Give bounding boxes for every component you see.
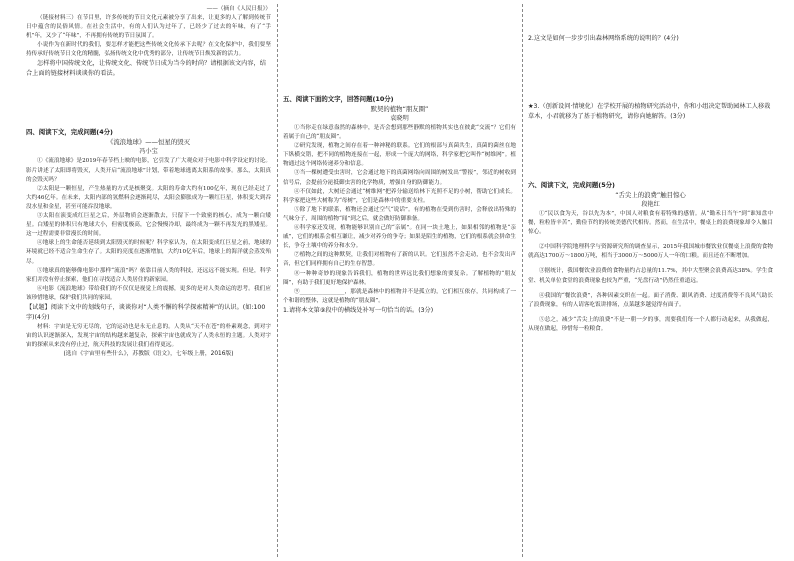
question-1: 1.请将本文第⑨段中的横线处补写一句恰当的话。(3分) [283, 306, 434, 314]
paragraph: ⑤总之，减少“舌尖上的浪费”不是一朝一夕的事，需要我们每一个人都行动起来，从我做起，从现在做起，珍惜每一粒粮食。 [528, 316, 773, 332]
section-heading: 六、阅读下文，完成问题(5分) [528, 181, 615, 189]
column-left [26, 4, 271, 557]
column-divider [522, 4, 523, 557]
essay-author: 冯小宝 [139, 148, 158, 156]
answer-space[interactable] [283, 4, 516, 94]
paragraph: ⑤除了地下的联系，植物还会通过空气“说话”。有的植物在受到伤害时，会释放出特殊的气味分子，周围的植物“闻”到之后，就会做好防御准备。 [283, 206, 516, 222]
paragraph: （链接材料三）在节目里，许多传统的节日文化元素被分享了出来，让更多的人了解到传统节日中蕴含的民俗风情。在社会生活中，有的人们认为过年了，已经少了过去的年味，有了“手机”年，又少了“年味”，不再拥有传统的节日氛围了。 [26, 15, 271, 40]
answer-space[interactable] [528, 122, 773, 180]
essay-author: 袁晓明 [390, 115, 409, 122]
essay-author: 段艳红 [641, 201, 660, 208]
paragraph: ④不仅如此，大树还会通过“树维网”把养分输送给林下光照不足的小树，帮助它们成长。科学家把这些大树称为“母树”，它们是森林中的重要支柱。 [283, 188, 516, 204]
question-prompt: 怎样将中国传统文化，让传统文化、传统节日成为当今的时尚？请根据该文内容，结合上面的链接材料谈谈你的看法。 [26, 60, 266, 78]
paragraph: 小说作为在新时代的我们，要怎样才能把这些传统文化传承下去呢？在文化保护中，我们要坚持传承好传统节日文化的精髓，弘扬传统文化中优秀的部分，让传统节日焕发新的活力。 [26, 42, 271, 58]
paragraph: ⑦植物之间的这种默契，让我们对植物有了新的认识。它们虽然不会走动，也不会发出声音，但它们同样拥有自己的生存智慧。 [283, 252, 516, 268]
paragraph: ⑥电影《流浪地球》带给我们的不仅仅是视觉上的震撼，更多的是对人类命运的思考。我们应该珍惜地球，保护我们共同的家园。 [26, 285, 271, 301]
question-1: 【试题】阅读下文中的划线句子，谈谈你对“人类不懈的科学探索精神”的认识。(如:100字)(4分) [26, 303, 266, 321]
paragraph: ②研究发现，植物之间存在着一种神秘的联系。它们的根部与真菌共生，真菌的菌丝在地下纵横交错，把不同的植物连接在一起，形成一个庞大的网络，科学家把它叫作“树维网”。植物通过这个网络传递养分和信息。 [283, 143, 516, 168]
question-3: ★3.（创新设问·情境化）在学校开展的植物研究活动中，你和小组决定帮助园林工人移栽草木，小君就移为了基于植物研究，请你向她解答。(3分) [528, 103, 771, 120]
column-middle [283, 4, 516, 557]
paragraph: ⑨________________，那就是森林中的植物并不是孤立的，它们相互依存，共同构成了一个和谐的整体，这就是植物的“朋友圈”。 [283, 288, 516, 304]
paragraph: ②中国科学院地理科学与资源研究所的调查显示，2015年我国城市餐饮业仅餐桌上浪费的食物就高达1700万～1800万吨，相当于3000万～5000万人一年的口粮。而且还在不断增加。 [528, 244, 773, 260]
quote-source: ——（摘自《人民日报》） [206, 6, 271, 12]
section-heading: 五、阅读下面的文字，回答问题(10分) [283, 95, 394, 103]
paragraph: ④地球上的生命能否延续到太阳毁灭的时候呢？科学家认为，在太阳变成红巨星之前，地球的环境就已经不适合生命生存了。太阳的亮度在逐渐增加，大约10亿年后，地球上的海洋就会蒸发殆尽。 [26, 240, 271, 265]
paragraph: ⑧一种种奇妙的现象告诉我们，植物的世界远比我们想象的要复杂。了解植物的“朋友圈”，有助于我们更好地保护森林。 [283, 270, 516, 286]
book-source: (选自《宇宙里有些什么》，苏教版《语文》，七年级上册，2016版) [63, 351, 234, 358]
column-divider [277, 4, 278, 557]
column-right [528, 4, 773, 557]
answer-space[interactable] [26, 79, 271, 127]
paragraph: ③据统计，我国餐饮业浪费的食物量约占总量的11.7%，其中大型聚会浪费高达38%。学生食堂、机关单位食堂的浪费现象也较为严重，“光盘行动”仍然任重道远。 [528, 268, 773, 284]
section-heading: 四、阅读下文，完成问题(4分) [26, 128, 113, 137]
paragraph: ⑤地球真的能够像电影中那样“流浪”吗？依靠目前人类的科技，还远远不能实现。但是，科学家们并没有停止探索，他们在寻找适合人类居住的新家园。 [26, 267, 271, 283]
paragraph: ②太阳是一颗恒星，产生热量的方式是核聚变。太阳的寿命大约有100亿年，现在已经走过了大约46亿年。在未来，太阳内部的氢燃料会逐渐耗尽，太阳会膨胀成为一颗红巨星，体积变大到吞没水星和金星，甚至可能吞没地球。 [26, 185, 271, 210]
paragraph: ①《流浪地球》是2019年春节档上映的电影，它引发了广大观众对于电影中科学设定的讨论。影片讲述了太阳即将毁灭，人类开启“流浪地球”计划，带着地球逃离太阳系的故事。那么，太阳真的会毁灭吗？ [26, 158, 271, 183]
paragraph: ③当一棵树遭受虫害时，它会通过地下的真菌网络向周围的树发出“警报”，邻近的树收到信号后，会提前分泌抵御虫害的化学物质，增强自身的防御能力。 [283, 170, 516, 186]
spacer [528, 4, 773, 34]
paragraph: ①当你走在绿意盎然的森林中，是否会想到那些静默的植物其实也在彼此“交流”？它们有着属于自己的“朋友圈”。 [283, 125, 516, 141]
paragraph: ①“民以食为天，谷以先为本”，中国人对粮食有着特殊的感情。从“锄禾日当午”到“谁知盘中餐，粒粒皆辛苦”，勤俭节约的传统美德代代相传。然而，在生活中，餐桌上的浪费现象却令人触目惊心。 [528, 211, 773, 236]
answer-space[interactable] [528, 44, 773, 102]
paragraph: ③太阳在演变成红巨星之后，外层物质会逐渐散去，只留下一个致密的核心，成为一颗白矮星。白矮星的体积只有地球大小，但密度极高，它会慢慢冷却，最终成为一颗不再发光的黑矮星。这一过程需要非常漫长的时间。 [26, 213, 271, 238]
paragraph: ⑥科学家还发现，植物能够识别自己的“亲属”。在同一块土地上，如果相邻的植物是“亲戚”，它们的根系会相互谦让，减少对养分的争夺；如果是陌生的植物，它们的根系就会拼命生长，争夺土壤中的养分和水分。 [283, 225, 516, 250]
essay-title: 默契的植物“朋友圈” [370, 105, 429, 113]
essay-title: 《流浪地球》——恒星的毁灭 [106, 138, 191, 147]
essay-title: “舌尖上的浪费”触目惊心 [615, 191, 686, 199]
paragraph: ④我国的“餐饮浪费”，各种因素交织在一起。面子消费、跟风消费、过度消费等不良风气助长了浪费现象，有的人请客吃饭讲排场，点菜越多越觉得有面子。 [528, 292, 773, 308]
link-material: 材料：宇宙是无穷无尽的，它的运动也是永无止息的。人类从“天不在苍”的朴素观念，到对宇宙的认识逐渐深入，发现宇宙的结构越来越复杂，探索宇宙也就成为了人类永恒的主题。人类对宇宙的探索从来没有停止过，航天科技的发展让我们看得更远。 [26, 323, 271, 349]
question-2: 2.这文是如何一步步引出森林网络系统的说明的？(4分) [528, 35, 679, 42]
